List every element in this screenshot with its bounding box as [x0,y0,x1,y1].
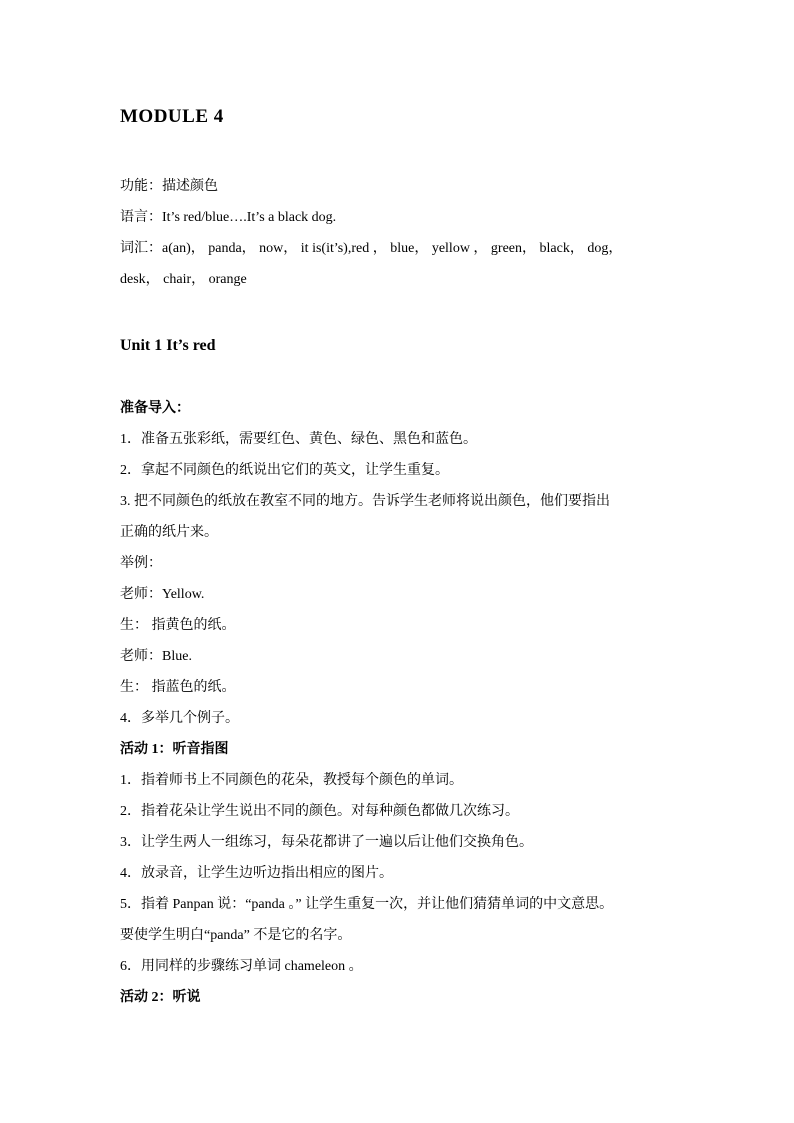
prep-item: 老师：Blue. [120,649,192,664]
prep-item: 生： 指蓝色的纸。 [120,680,236,695]
prep-item: 3. 把不同颜色的纸放在教室不同的地方。告诉学生老师将说出颜色，他们要指出 [120,494,610,509]
activity2-heading: 活动 2：听说 [120,990,201,1005]
prep-item: 正确的纸片来。 [120,525,218,540]
activity1-item: 3．让学生两人一组练习，每朵花都讲了一遍以后让他们交换角色。 [120,835,533,850]
prep-item: 2．拿起不同颜色的纸说出它们的英文，让学生重复。 [120,463,449,478]
intro-vocab-line2: desk， chair， orange [120,272,247,287]
activity1-item: 1．指着师书上不同颜色的花朵，教授每个颜色的单词。 [120,773,463,788]
prep-heading: 准备导入： [120,401,190,416]
unit-title: Unit 1 It’s red [120,337,216,354]
prep-item: 生： 指黄色的纸。 [120,618,236,633]
prep-item: 老师：Yellow. [120,587,205,602]
activity1-item: 要使学生明白“panda” 不是它的名字。 [120,928,352,943]
prep-item: 举例： [120,556,162,571]
activity1-heading: 活动 1：听音指图 [120,742,229,757]
activity1-item: 6．用同样的步骤练习单词 chameleon 。 [120,959,363,974]
activity1-item: 5．指着 Panpan 说：“panda 。” 让学生重复一次，并让他们猜猜单词的中文意思。 [120,897,614,912]
intro-function: 功能：描述颜色 [120,179,218,194]
activity1-item: 2．指着花朵让学生说出不同的颜色。对每种颜色都做几次练习。 [120,804,519,819]
intro-vocab-line1: 词汇：a(an)， panda， now， it is(it’s),red ， blue， yellow ， green， black， dog， [120,241,623,256]
document-content [120,103,690,1013]
activity1-item: 4．放录音，让学生边听边指出相应的图片。 [120,866,393,881]
module-title: MODULE 4 [120,106,224,127]
intro-language: 语言：It’s red/blue….It’s a black dog. [120,210,337,225]
prep-item: 1．准备五张彩纸，需要红色、黄色、绿色、黑色和蓝色。 [120,432,477,447]
prep-item: 4．多举几个例子。 [120,711,239,726]
